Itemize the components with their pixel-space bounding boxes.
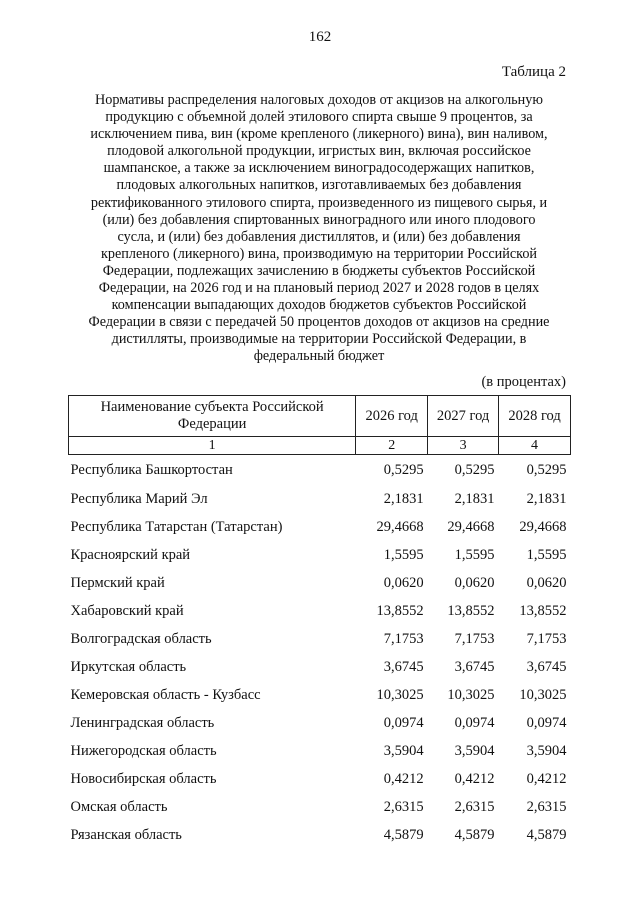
document-title: [68, 92, 570, 366]
value-2026: 10,3025: [376, 686, 424, 703]
value-2026: 2,6315: [383, 798, 424, 815]
subject-name: Новосибирская область: [70, 770, 217, 787]
title-line: компенсации выпадающих доходов бюджетов субъектов Российской: [111, 297, 527, 314]
value-2028: 0,0620: [526, 574, 567, 591]
value-2027: 29,4668: [447, 518, 495, 535]
table-row: [69, 541, 571, 569]
title-line: Федерации, на 2026 год и на плановый период 2027 и 2028 годов в целях: [98, 280, 540, 297]
value-2026: 29,4668: [376, 518, 424, 535]
column-number: 2: [356, 437, 428, 455]
header-2027: 2027 год: [428, 396, 499, 437]
subject-name: Республика Башкортостан: [70, 461, 233, 478]
value-2028: 13,8552: [519, 602, 567, 619]
value-2027: 4,5879: [454, 826, 495, 843]
title-line: сусла, и (или) без добавления дистиллятов, и (или) без добавления: [117, 228, 521, 245]
subject-name: Иркутская область: [70, 658, 187, 675]
value-2027: 13,8552: [447, 602, 495, 619]
table-row: [69, 653, 571, 681]
title-line: продукцию с объемной долей этилового спирта свыше 9 процентов, за: [105, 109, 533, 126]
value-2027: 1,5595: [454, 546, 495, 563]
title-line: шампанское, а также за исключением виноградосодержащих напитков,: [103, 160, 535, 177]
table-row: [69, 485, 571, 513]
title-line: плодовой алкогольной продукции, игристых вин, включая российское: [107, 143, 531, 160]
value-2028: 3,5904: [526, 742, 567, 759]
normatives-table: [68, 395, 571, 849]
table-row: [69, 455, 571, 486]
table-header-row: [69, 396, 571, 437]
value-2027: 3,5904: [454, 742, 495, 759]
value-2026: 3,6745: [383, 658, 424, 675]
subject-name: Ленинградская область: [70, 714, 215, 731]
table-row: [69, 681, 571, 709]
value-2026: 7,1753: [383, 630, 424, 647]
title-line: федеральный бюджет: [253, 348, 385, 365]
subject-name: Омская область: [70, 798, 168, 815]
value-2028: 2,6315: [526, 798, 567, 815]
value-2027: 7,1753: [454, 630, 495, 647]
value-2026: 1,5595: [383, 546, 424, 563]
column-number: 4: [499, 437, 571, 455]
title-line: крепленого (ликерного) вина, производимую на территории Российской: [100, 245, 538, 262]
value-2027: 0,4212: [454, 770, 495, 787]
title-line: плодовых алкогольных напитков, изготавливаемых без добавления: [116, 177, 522, 194]
subject-name: Красноярский край: [70, 546, 191, 563]
title-line: Федерации в связи с передачей 50 процентов доходов от акцизов на средние: [88, 314, 550, 331]
table-label: Таблица 2: [501, 64, 566, 80]
table-row: [69, 597, 571, 625]
value-2027: 0,0974: [454, 714, 495, 731]
value-2027: 0,0620: [454, 574, 495, 591]
value-2028: 2,1831: [526, 490, 567, 507]
value-2028: 4,5879: [526, 826, 567, 843]
subject-name: Хабаровский край: [70, 602, 184, 619]
title-line: Нормативы распределения налоговых доходов от акцизов на алкогольную: [95, 92, 543, 108]
value-2028: 10,3025: [519, 686, 567, 703]
units-note: (в процентах): [481, 374, 566, 390]
table-row: [69, 709, 571, 737]
value-2028: 0,0974: [526, 714, 567, 731]
subject-name: Пермский край: [70, 574, 165, 591]
table-row: [69, 625, 571, 653]
value-2026: 4,5879: [383, 826, 424, 843]
value-2027: 10,3025: [447, 686, 495, 703]
header-2026: 2026 год: [356, 396, 428, 437]
value-2026: 0,0974: [383, 714, 424, 731]
subject-name: Кемеровская область - Кузбасс: [70, 686, 261, 703]
value-2028: 0,4212: [526, 770, 567, 787]
subject-name: Нижегородская область: [70, 742, 217, 759]
subject-name: Рязанская область: [70, 826, 182, 843]
table-row: [69, 821, 571, 849]
value-2027: 2,1831: [454, 490, 495, 507]
subject-name: Республика Марий Эл: [70, 490, 208, 507]
value-2028: 1,5595: [526, 546, 567, 563]
value-2026: 13,8552: [376, 602, 424, 619]
value-2026: 2,1831: [383, 490, 424, 507]
title-line: Федерации, подлежащих зачислению в бюджеты субъектов Российской: [102, 262, 536, 279]
value-2028: 0,5295: [526, 461, 567, 478]
header-subject-name: Наименование субъекта Российской Федерации: [69, 396, 356, 437]
title-line: исключением пива, вин (кроме крепленого (ликерного) вина), вин наливом,: [90, 126, 548, 143]
title-line: ректификованного этилового спирта, произведенного из пищевого сырья, и: [90, 194, 548, 211]
table-row: [69, 737, 571, 765]
table-row: [69, 765, 571, 793]
column-number: 1: [69, 437, 356, 455]
table-row: [69, 569, 571, 597]
value-2027: 0,5295: [454, 461, 495, 478]
table-row: [69, 793, 571, 821]
subject-name: Республика Татарстан (Татарстан): [70, 518, 283, 535]
value-2028: 3,6745: [526, 658, 567, 675]
column-number-row: [69, 437, 571, 455]
value-2026: 3,5904: [383, 742, 424, 759]
value-2026: 0,4212: [383, 770, 424, 787]
table-row: [69, 513, 571, 541]
value-2027: 3,6745: [454, 658, 495, 675]
value-2026: 0,0620: [383, 574, 424, 591]
value-2028: 29,4668: [519, 518, 567, 535]
value-2026: 0,5295: [383, 461, 424, 478]
subject-name: Волгоградская область: [70, 630, 212, 647]
value-2028: 7,1753: [526, 630, 567, 647]
column-number: 3: [428, 437, 499, 455]
title-line: (или) без добавления спиртованных виноградного или иного плодового: [102, 211, 536, 228]
page-number: 162: [308, 29, 332, 45]
title-line: дистилляты, производимые на территории Российской Федерации, в: [111, 331, 527, 348]
header-2028: 2028 год: [499, 396, 571, 437]
value-2027: 2,6315: [454, 798, 495, 815]
